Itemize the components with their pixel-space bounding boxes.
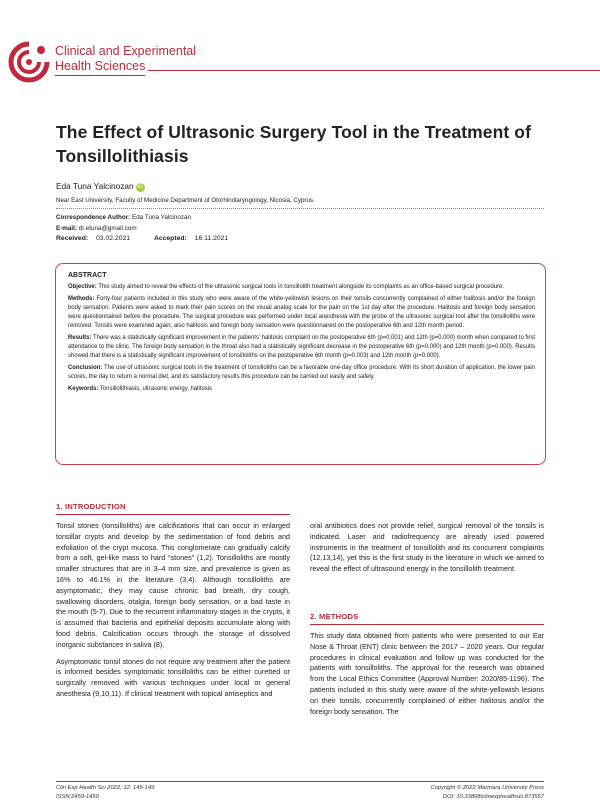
abstract-objective: Objective: This study aimed to reveal the effects of the ultrasonic surgical tools in tonsillolith treatment alongside its complaints as an office-based surgical procedure. (68, 284, 504, 290)
methods-heading: 2. METHODS (310, 612, 359, 621)
author-name: Eda Tuna Yalcinozan (56, 181, 134, 191)
methods-heading-rule (310, 624, 544, 625)
left-column (56, 521, 290, 706)
divider (56, 208, 544, 209)
abstract-results: Results: There was a statistically significant improvement in the patients' halitosis complaint on the postoperative 6th (p=0.001) and 12th (p=0.000) month when compared to first attendance to the clinic. The foreign body sensation in the throat also had a statistically significant decrease in the postoperative 6th (p=0.000) and 12th month (p=0.000). Results showed that there is a statistically significant improvement of tonsilloliths on the postoperative 6th month (p=0.003) and 12th month (p=0.000). (68, 335, 535, 359)
received-label: Received: (56, 235, 89, 242)
email-link[interactable]: dr.etuna@gmail.com (78, 224, 137, 232)
footer-rule (56, 781, 544, 782)
affiliation: Near East University, Faculty of Medicine Department of Otorhinolaryngology, Nicosia, Cyprus. (56, 197, 315, 204)
journal-logo-icon (7, 40, 51, 84)
intro-paragraph-2: Asymptomatic tonsil stones do not require any treatment after the patient is informed besides symptomatic tonsilloliths can be either curetted or surgically removed with various techniques under local or general anesthesia (9,10,11). If clinical treatment with topical antiseptics and (56, 656, 290, 698)
intro-heading: 1. INTRODUCTION (56, 502, 126, 511)
orcid-icon[interactable]: iD (137, 184, 143, 190)
received-date: 03.02.2021 (96, 235, 131, 242)
abstract-keywords: Keywords: Tonsillolithiasis, ultrasonic energy, halitosis (68, 386, 212, 392)
correspondence-name: Eda Tuna Yalcinozan (132, 214, 191, 221)
abstract-content (68, 271, 535, 397)
accepted-label: Accepted: (153, 235, 187, 242)
header-rule (148, 70, 600, 71)
correspondence-label: Correspondence Author: (56, 214, 131, 221)
author-line (56, 181, 145, 192)
accepted-date: 16.11.2021 (194, 235, 229, 242)
journal-name-line1: Clinical and Experimental (55, 44, 197, 58)
intro-paragraph-1: Tonsil stones (tonsilloliths) are calcifications that can occur in enlarged tonsillar crypts and develop by the sedimentation of food debris and exfoliation of the crypt mucosa. This conglomerate can gradually calcify from a soft, gel-like mass to hard “stones” (1,2). Tonsilloliths are mostly smaller structures that are in 3–4 mm size, and prevalence is given as 16% to 46.1% in the literature (3,4). Although tonsilloliths are asymptomatic, they may cause chronic bad breath, dry cough, swallowing disorders, otalgia, foreign body sensation, or a bad taste in the mouth (5-7). Due to the recurrent inflammatory stages in the crypts, it is assumed that bacteria and epithelial deposits accumulate along with food debris. Calcification occurs through the storage of dissolved inorganic substances in saliva (8). (56, 521, 290, 649)
intro-heading-rule (56, 514, 290, 515)
intro-paragraph-3: oral antibiotics does not provide relief, surgical removal of the tonsils is indicated. Laser and radiofrequency are already used powered instruments in the treatment of tonsillolith and its concurrent complaints (12,13,14), yet this is the first study in the literature in which we aimed to reveal the effect of ultrasound energy in the tonsillolith treatment. (310, 521, 544, 574)
methods-paragraph-1: This study data obtained from patients who were presented to our Ear Nose & Throat (ENT) clinic between the 2017 – 2020 years. Our regular procedures in clinical evaluation and follow up was conducted for the patients with tonsilloliths. The approval for the research was obtained from the Local Ethics Committee (Approval Number: 2020/85-1196). The patients included in this study were aware of the white-yellowish lesions on their tonsils, concurrently complained of either halitosis and/or the foreign body sensation. The (310, 631, 544, 716)
abstract-conclusion: Conclusion: The use of ultrasonic surgical tools in the treatment of tonsilloliths can be a favorable one-day office procedure. With its short duration of application, the lower pain scores, the day to return a normal diet, and its satisfactory results this procedure can be carried out easily and safely. (68, 365, 535, 380)
footer-left (56, 784, 154, 802)
footer-issn: ISSN:2459-1459 (56, 794, 99, 800)
email-label: E-mail: (56, 224, 77, 232)
article-title: The Effect of Ultrasonic Surgery Tool in the Treatment of Tonsillolithiasis (56, 122, 532, 166)
journal-name (55, 44, 196, 76)
footer-right (431, 784, 544, 802)
abstract-methods: Methods: Forty-four patients included in this study who were aware of the white-yellowish lesions on their tonsils concurrently complained of either halitosis and/or the foreign body sensation. Patients were asked to mark their pain scores on the visual analog scale for the pain on the 1st day after the procedure. Halitosis and foreign body sensation were questionnaired before the procedure. The surgical procedure was performed under local anesthesia with the probe of the ultrasonic surgical tool after the tonsilloliths were removed. Tonsils were examined again, also halitosis and foreign body sensation were questionnaired on the postoperative 6th and 12th month period. (68, 296, 535, 329)
footer-doi[interactable]: DOI: 10.33808/clinexphealthsci.873557 (442, 794, 544, 800)
abstract-heading: ABSTRACT (68, 272, 107, 279)
footer-copyright: Copyright © 2022 Marmara University Press (430, 785, 544, 791)
correspondence-block (56, 213, 191, 234)
footer-citation: Clin Exp Health Sci 2022; 12: 145-149 (56, 785, 155, 791)
dates-line (56, 235, 228, 242)
journal-name-line2: Health Sciences (55, 59, 145, 76)
